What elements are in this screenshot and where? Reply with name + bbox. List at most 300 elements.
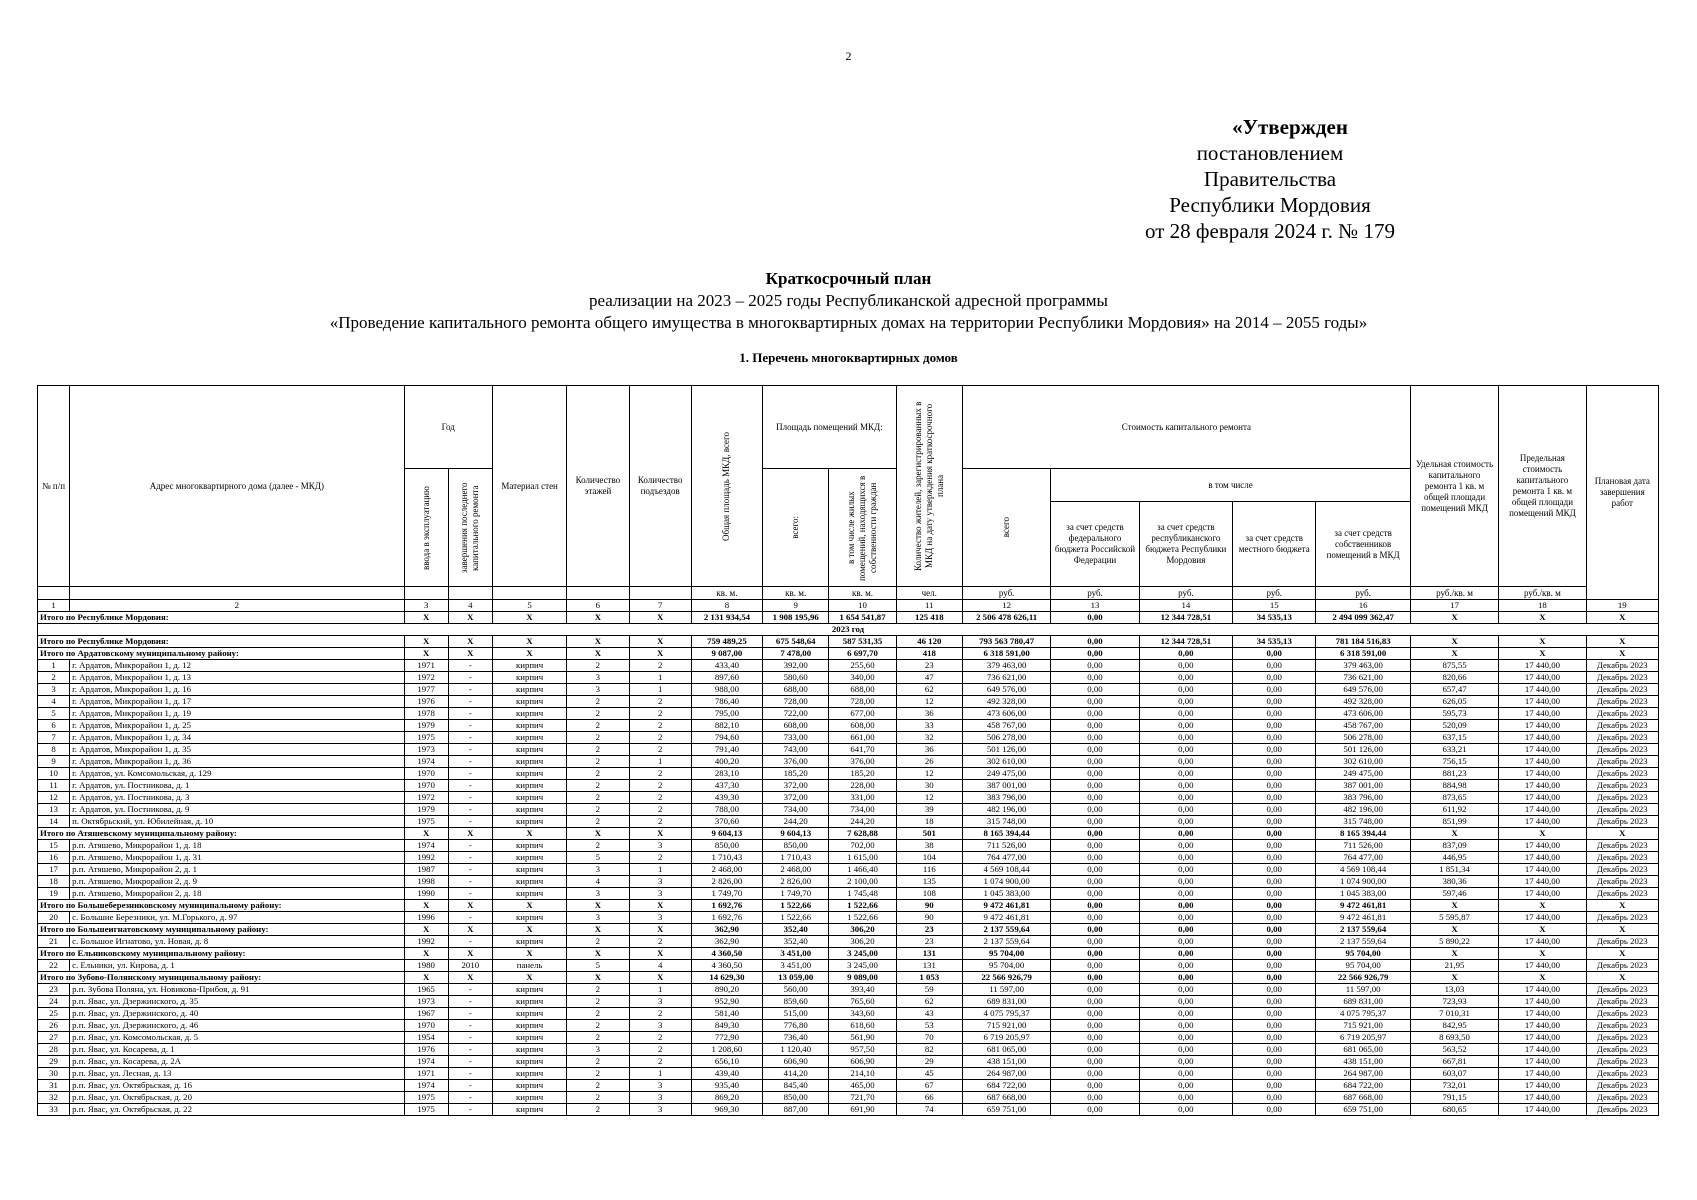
total-cell: 6 318 591,00 xyxy=(962,648,1050,660)
table-row xyxy=(38,720,1659,732)
table-cell: 786,40 xyxy=(691,696,762,708)
table-cell: Декабрь 2023 xyxy=(1586,1044,1658,1056)
table-cell: 1976 xyxy=(404,696,448,708)
table-cell: 788,00 xyxy=(691,804,762,816)
table-cell: 90 xyxy=(896,912,962,924)
table-cell: Декабрь 2023 xyxy=(1586,852,1658,864)
table-cell: 0,00 xyxy=(1233,1008,1316,1020)
section-title: 1. Перечень многоквартирных домов xyxy=(739,350,958,365)
table-cell: 845,40 xyxy=(763,1080,829,1092)
table-cell: 1 710,43 xyxy=(763,852,829,864)
table-cell: 0,00 xyxy=(1139,1044,1232,1056)
table-cell: 2 xyxy=(567,780,629,792)
table-cell: 580,60 xyxy=(763,672,829,684)
table-cell: 17 440,00 xyxy=(1499,1092,1586,1104)
table-cell: кирпич xyxy=(492,936,566,948)
table-cell: 302 610,00 xyxy=(962,756,1050,768)
table-cell: - xyxy=(448,1032,492,1044)
total-cell: 7 628,88 xyxy=(829,828,896,840)
address-cell: р.п. Явас, ул. Косарева, д. 1 xyxy=(70,1044,404,1056)
total-cell: X xyxy=(629,972,691,984)
table-cell: 0,00 xyxy=(1139,1104,1232,1116)
total-cell: X xyxy=(492,828,566,840)
units-cell: руб./кв. м xyxy=(1499,587,1586,600)
table-cell: 0,00 xyxy=(1233,1044,1316,1056)
table-cell: 3 xyxy=(567,1044,629,1056)
table-row xyxy=(38,732,1659,744)
table-cell: - xyxy=(448,780,492,792)
table-cell: 688,00 xyxy=(829,684,896,696)
total-cell: X xyxy=(1586,828,1658,840)
table-cell: - xyxy=(448,840,492,852)
table-cell: 1971 xyxy=(404,1068,448,1080)
table-cell: 1975 xyxy=(404,732,448,744)
table-cell: 1980 xyxy=(404,960,448,972)
table-cell: 362,90 xyxy=(691,936,762,948)
total-cell: 0,00 xyxy=(1139,972,1232,984)
address-cell: р.п. Явас, ул. Косарева, д. 2А xyxy=(70,1056,404,1068)
table-cell: 2 xyxy=(567,1020,629,1032)
table-cell: 11 597,00 xyxy=(962,984,1050,996)
table-cell: 2 100,00 xyxy=(829,876,896,888)
table-cell: 560,00 xyxy=(763,984,829,996)
table-cell: кирпич xyxy=(492,660,566,672)
total-cell: X xyxy=(1410,612,1498,624)
total-row xyxy=(38,828,1659,840)
table-cell: 1954 xyxy=(404,1032,448,1044)
table-cell: 2 xyxy=(629,732,691,744)
table-row xyxy=(38,684,1659,696)
total-cell: X xyxy=(492,972,566,984)
units-cell: руб. xyxy=(1139,587,1232,600)
table-cell: кирпич xyxy=(492,792,566,804)
table-cell: 1974 xyxy=(404,1080,448,1092)
table-cell: Декабрь 2023 xyxy=(1586,888,1658,900)
table-cell: 18 xyxy=(896,816,962,828)
total-cell: X xyxy=(404,900,448,912)
total-cell: X xyxy=(448,636,492,648)
header-premises-total: всего: xyxy=(763,469,829,587)
table-cell: 765,60 xyxy=(829,996,896,1008)
address-cell: г. Ардатов, Микрорайон 1, д. 34 xyxy=(70,732,404,744)
table-cell: 0,00 xyxy=(1139,912,1232,924)
total-cell: 675 548,64 xyxy=(763,636,829,648)
total-cell: 12 344 728,51 xyxy=(1139,636,1232,648)
table-cell: 1976 xyxy=(404,1044,448,1056)
table-row xyxy=(38,960,1659,972)
table-cell: 2 xyxy=(567,996,629,1008)
total-cell: 0,00 xyxy=(1233,972,1316,984)
total-cell: 306,20 xyxy=(829,924,896,936)
table-cell: 0,00 xyxy=(1139,732,1232,744)
total-cell: X xyxy=(1410,648,1498,660)
table-cell: 667,81 xyxy=(1410,1056,1498,1068)
address-cell: р.п. Зубова Поляна, ул. Новикова-Прибоя, д. 91 xyxy=(70,984,404,996)
total-cell: 12 344 728,51 xyxy=(1139,612,1232,624)
total-cell: X xyxy=(629,636,691,648)
approval-block xyxy=(1140,114,1400,244)
table-cell: 794,60 xyxy=(691,732,762,744)
table-cell: 5 890,22 xyxy=(1410,936,1498,948)
table-cell: 3 xyxy=(629,888,691,900)
table-cell: 2 xyxy=(567,1056,629,1068)
table-cell: 723,93 xyxy=(1410,996,1498,1008)
total-cell: 9 472 461,81 xyxy=(1316,900,1410,912)
table-cell: 0,00 xyxy=(1233,804,1316,816)
table-cell: 0,00 xyxy=(1139,1092,1232,1104)
table-cell: 661,00 xyxy=(829,732,896,744)
total-cell: 90 xyxy=(896,900,962,912)
table-cell: 0,00 xyxy=(1233,996,1316,1008)
total-cell: 0,00 xyxy=(1233,828,1316,840)
approval-line-2: постановлением Правительства xyxy=(1196,141,1344,191)
total-cell: 0,00 xyxy=(1139,924,1232,936)
document-title xyxy=(0,268,1697,334)
table-cell: 1 851,34 xyxy=(1410,864,1498,876)
table-cell: 66 xyxy=(896,1092,962,1104)
table-cell: 776,80 xyxy=(763,1020,829,1032)
table-cell: 62 xyxy=(896,996,962,1008)
table-cell: 3 xyxy=(567,684,629,696)
table-cell: 1975 xyxy=(404,1092,448,1104)
total-cell: 13 059,00 xyxy=(763,972,829,984)
total-cell: X xyxy=(1586,648,1658,660)
units-cell: руб. xyxy=(1316,587,1410,600)
total-cell: X xyxy=(492,924,566,936)
table-cell: 17 440,00 xyxy=(1499,756,1586,768)
total-cell: 3 451,00 xyxy=(763,948,829,960)
table-cell: 0,00 xyxy=(1233,1056,1316,1068)
header-plan-date: Плановая дата завершения работ xyxy=(1586,386,1658,600)
table-cell: 9 472 461,81 xyxy=(1316,912,1410,924)
table-cell: 0,00 xyxy=(1051,1056,1139,1068)
table-cell: 969,30 xyxy=(691,1104,762,1116)
table-cell: 0,00 xyxy=(1139,1008,1232,1020)
column-number-cell: 16 xyxy=(1316,600,1410,612)
total-cell: 9 087,00 xyxy=(691,648,762,660)
table-cell: 0,00 xyxy=(1233,768,1316,780)
total-cell: X xyxy=(567,924,629,936)
table-cell: 1979 xyxy=(404,720,448,732)
table-cell: - xyxy=(448,1080,492,1092)
total-cell: 22 566 926,79 xyxy=(1316,972,1410,984)
table-cell: 884,98 xyxy=(1410,780,1498,792)
table-cell: 595,73 xyxy=(1410,708,1498,720)
table-cell: 869,20 xyxy=(691,1092,762,1104)
total-label: Итого по Ардатовскому муниципальному району: xyxy=(38,648,405,660)
approval-line-3: Республики Мордовия xyxy=(1169,193,1371,217)
total-cell: X xyxy=(404,828,448,840)
table-cell: 2 xyxy=(567,984,629,996)
table-row xyxy=(38,756,1659,768)
table-cell: 0,00 xyxy=(1233,660,1316,672)
table-cell: 0,00 xyxy=(1233,756,1316,768)
address-cell: г. Ардатов, ул. Постникова, д. 1 xyxy=(70,780,404,792)
table-cell: 95 704,00 xyxy=(1316,960,1410,972)
total-cell: 501 xyxy=(896,828,962,840)
total-cell: 781 184 516,83 xyxy=(1316,636,1410,648)
table-cell: 0,00 xyxy=(1233,864,1316,876)
address-cell: г. Ардатов, Микрорайон 1, д. 12 xyxy=(70,660,404,672)
table-cell: кирпич xyxy=(492,780,566,792)
table-cell: 1970 xyxy=(404,780,448,792)
table-cell: 0,00 xyxy=(1051,960,1139,972)
column-number-cell: 6 xyxy=(567,600,629,612)
table-cell: Декабрь 2023 xyxy=(1586,1020,1658,1032)
table-cell: 935,40 xyxy=(691,1080,762,1092)
table-cell: 30 xyxy=(896,780,962,792)
total-row xyxy=(38,948,1659,960)
table-cell: 17 440,00 xyxy=(1499,768,1586,780)
header-wall: Материал стен xyxy=(492,386,566,587)
table-cell: 603,07 xyxy=(1410,1068,1498,1080)
table-cell: 0,00 xyxy=(1051,1020,1139,1032)
table-cell: 244,20 xyxy=(763,816,829,828)
table-cell: 2 xyxy=(567,744,629,756)
table-cell: 372,00 xyxy=(763,792,829,804)
table-cell: 19 xyxy=(38,888,70,900)
units-cell: руб. xyxy=(962,587,1050,600)
table-cell: 437,30 xyxy=(691,780,762,792)
table-cell: 264 987,00 xyxy=(1316,1068,1410,1080)
table-cell: Декабрь 2023 xyxy=(1586,864,1658,876)
table-cell: 17 440,00 xyxy=(1499,780,1586,792)
table-cell: 0,00 xyxy=(1139,960,1232,972)
table-row xyxy=(38,768,1659,780)
table-cell: 104 xyxy=(896,852,962,864)
table-cell: 3 245,00 xyxy=(829,960,896,972)
table-cell: 473 606,00 xyxy=(1316,708,1410,720)
total-cell: 23 xyxy=(896,924,962,936)
total-cell: 0,00 xyxy=(1233,924,1316,936)
table-cell: 732,01 xyxy=(1410,1080,1498,1092)
table-cell: 17 440,00 xyxy=(1499,936,1586,948)
table-cell: 0,00 xyxy=(1233,936,1316,948)
table-cell: 1992 xyxy=(404,936,448,948)
column-number-cell: 17 xyxy=(1410,600,1498,612)
table-cell: 684 722,00 xyxy=(962,1080,1050,1092)
column-number-cell: 18 xyxy=(1499,600,1586,612)
table-cell: 3 xyxy=(629,912,691,924)
table-cell: 3 xyxy=(629,996,691,1008)
total-cell: 2 137 559,64 xyxy=(1316,924,1410,936)
table-cell: 0,00 xyxy=(1139,888,1232,900)
units-cell: кв. м. xyxy=(691,587,762,600)
table-cell: Декабрь 2023 xyxy=(1586,1068,1658,1080)
table-cell: 0,00 xyxy=(1051,1080,1139,1092)
table-cell: 851,99 xyxy=(1410,816,1498,828)
approval-line-4: от 28 февраля 2024 г. № 179 xyxy=(1145,219,1395,243)
total-cell: X xyxy=(1586,924,1658,936)
table-cell: - xyxy=(448,864,492,876)
table-cell: 11 597,00 xyxy=(1316,984,1410,996)
table-cell: 2 xyxy=(629,1056,691,1068)
table-cell: 1 120,40 xyxy=(763,1044,829,1056)
header-cost-total: всего xyxy=(962,469,1050,587)
table-cell: 680,65 xyxy=(1410,1104,1498,1116)
table-cell: 715 921,00 xyxy=(1316,1020,1410,1032)
table-cell: 1 045 383,00 xyxy=(962,888,1050,900)
table-cell: - xyxy=(448,1068,492,1080)
table-cell: 465,00 xyxy=(829,1080,896,1092)
total-row xyxy=(38,612,1659,624)
table-cell: кирпич xyxy=(492,996,566,1008)
table-cell: 733,00 xyxy=(763,732,829,744)
table-cell: кирпич xyxy=(492,1104,566,1116)
table-cell: 17 440,00 xyxy=(1499,1020,1586,1032)
column-number-cell: 19 xyxy=(1586,600,1658,612)
table-cell: 0,00 xyxy=(1233,1092,1316,1104)
table-cell: 4 xyxy=(629,960,691,972)
total-cell: X xyxy=(629,648,691,660)
total-cell: X xyxy=(567,612,629,624)
table-cell: 689 831,00 xyxy=(1316,996,1410,1008)
table-cell: 0,00 xyxy=(1139,852,1232,864)
units-cell-empty xyxy=(629,587,691,600)
address-cell: г. Ардатов, ул. Комсомольская, д. 129 xyxy=(70,768,404,780)
table-cell: 20 xyxy=(38,912,70,924)
table-cell: 2 xyxy=(567,708,629,720)
table-cell: кирпич xyxy=(492,912,566,924)
table-cell: 2 137 559,64 xyxy=(1316,936,1410,948)
table-cell: 1 522,66 xyxy=(763,912,829,924)
total-cell: 0,00 xyxy=(1233,900,1316,912)
total-cell: X xyxy=(492,636,566,648)
column-number-cell: 10 xyxy=(829,600,896,612)
table-cell: 17 440,00 xyxy=(1499,804,1586,816)
table-cell: 249 475,00 xyxy=(962,768,1050,780)
table-cell: 882,10 xyxy=(691,720,762,732)
table-cell: 74 xyxy=(896,1104,962,1116)
table-cell: 70 xyxy=(896,1032,962,1044)
total-cell: 2 494 099 362,47 xyxy=(1316,612,1410,624)
table-cell: кирпич xyxy=(492,1008,566,1020)
table-cell: 0,00 xyxy=(1233,732,1316,744)
total-row xyxy=(38,648,1659,660)
table-cell: 18 xyxy=(38,876,70,888)
table-cell: 12 xyxy=(896,768,962,780)
table-cell: Декабрь 2023 xyxy=(1586,1032,1658,1044)
total-cell: X xyxy=(404,612,448,624)
units-cell-empty xyxy=(492,587,566,600)
total-cell: 0,00 xyxy=(1139,900,1232,912)
header-limit-cost: Предельная стоимость капитального ремонта 1 кв. м общей площади помещений МКД xyxy=(1499,386,1586,587)
table-cell: 1979 xyxy=(404,804,448,816)
table-cell: 1 xyxy=(629,684,691,696)
table-cell: 2 xyxy=(567,804,629,816)
table-cell: 2 468,00 xyxy=(691,864,762,876)
table-cell: 376,00 xyxy=(763,756,829,768)
table-cell: кирпич xyxy=(492,1056,566,1068)
table-cell: 7 xyxy=(38,732,70,744)
table-row xyxy=(38,984,1659,996)
table-cell: 352,40 xyxy=(763,936,829,948)
total-cell: X xyxy=(448,648,492,660)
total-cell: X xyxy=(404,972,448,984)
table-cell: 5 595,87 xyxy=(1410,912,1498,924)
total-cell: 0,00 xyxy=(1139,648,1232,660)
table-cell: 0,00 xyxy=(1051,732,1139,744)
table-cell: 0,00 xyxy=(1233,1020,1316,1032)
table-cell: 0,00 xyxy=(1233,960,1316,972)
total-cell: 352,40 xyxy=(763,924,829,936)
table-cell: Декабрь 2023 xyxy=(1586,960,1658,972)
table-cell: 1987 xyxy=(404,864,448,876)
table-row xyxy=(38,804,1659,816)
table-cell: 0,00 xyxy=(1139,768,1232,780)
table-cell: - xyxy=(448,684,492,696)
address-cell: р.п. Явас, ул. Лесная, д. 13 xyxy=(70,1068,404,1080)
table-cell: 0,00 xyxy=(1233,852,1316,864)
table-cell: 0,00 xyxy=(1233,876,1316,888)
table-row xyxy=(38,852,1659,864)
table-cell: 4 075 795,37 xyxy=(962,1008,1050,1020)
table-cell: 380,36 xyxy=(1410,876,1498,888)
table-cell: 887,00 xyxy=(763,1104,829,1116)
table-cell: 21,95 xyxy=(1410,960,1498,972)
units-cell-empty xyxy=(70,587,404,600)
table-cell: 2 xyxy=(567,1008,629,1020)
table-cell: 2 xyxy=(629,696,691,708)
table-cell: кирпич xyxy=(492,720,566,732)
total-cell: 6 318 591,00 xyxy=(1316,648,1410,660)
table-cell: 0,00 xyxy=(1233,840,1316,852)
table-cell: - xyxy=(448,888,492,900)
table-cell: кирпич xyxy=(492,984,566,996)
table-cell: - xyxy=(448,996,492,1008)
table-cell: 244,20 xyxy=(829,816,896,828)
address-cell: р.п. Явас, ул. Дзержинского, д. 46 xyxy=(70,1020,404,1032)
column-number-cell: 13 xyxy=(1051,600,1139,612)
table-row xyxy=(38,912,1659,924)
total-cell: 125 418 xyxy=(896,612,962,624)
table-cell: 0,00 xyxy=(1139,720,1232,732)
table-cell: 17 440,00 xyxy=(1499,684,1586,696)
total-cell: X xyxy=(448,900,492,912)
table-cell: - xyxy=(448,756,492,768)
address-cell: р.п. Атяшево, Микрорайон 2, д. 9 xyxy=(70,876,404,888)
total-cell: 8 165 394,44 xyxy=(1316,828,1410,840)
table-cell: 17 440,00 xyxy=(1499,912,1586,924)
table-row xyxy=(38,744,1659,756)
table-cell: 14 xyxy=(38,816,70,828)
table-cell: 677,00 xyxy=(829,708,896,720)
table-cell: 3 xyxy=(629,1080,691,1092)
table-cell: 2 xyxy=(567,1068,629,1080)
table-cell: 438 151,00 xyxy=(962,1056,1050,1068)
total-cell: X xyxy=(1499,828,1586,840)
table-cell: кирпич xyxy=(492,888,566,900)
total-cell: 131 xyxy=(896,948,962,960)
total-cell: 95 704,00 xyxy=(962,948,1050,960)
table-cell: 331,00 xyxy=(829,792,896,804)
table-cell: 506 278,00 xyxy=(1316,732,1410,744)
total-cell: X xyxy=(1410,900,1498,912)
table-cell: - xyxy=(448,1104,492,1116)
table-cell: 6 xyxy=(38,720,70,732)
table-cell: 681 065,00 xyxy=(962,1044,1050,1056)
total-cell: 0,00 xyxy=(1139,948,1232,960)
total-cell: X xyxy=(567,948,629,960)
address-cell: р.п. Явас, ул. Октябрьская, д. 22 xyxy=(70,1104,404,1116)
table-cell: 25 xyxy=(38,1008,70,1020)
table-cell: 17 440,00 xyxy=(1499,696,1586,708)
table-cell: 608,00 xyxy=(763,720,829,732)
table-cell: 2 xyxy=(567,720,629,732)
total-cell: 0,00 xyxy=(1051,636,1139,648)
table-cell: 608,00 xyxy=(829,720,896,732)
table-cell: 689 831,00 xyxy=(962,996,1050,1008)
